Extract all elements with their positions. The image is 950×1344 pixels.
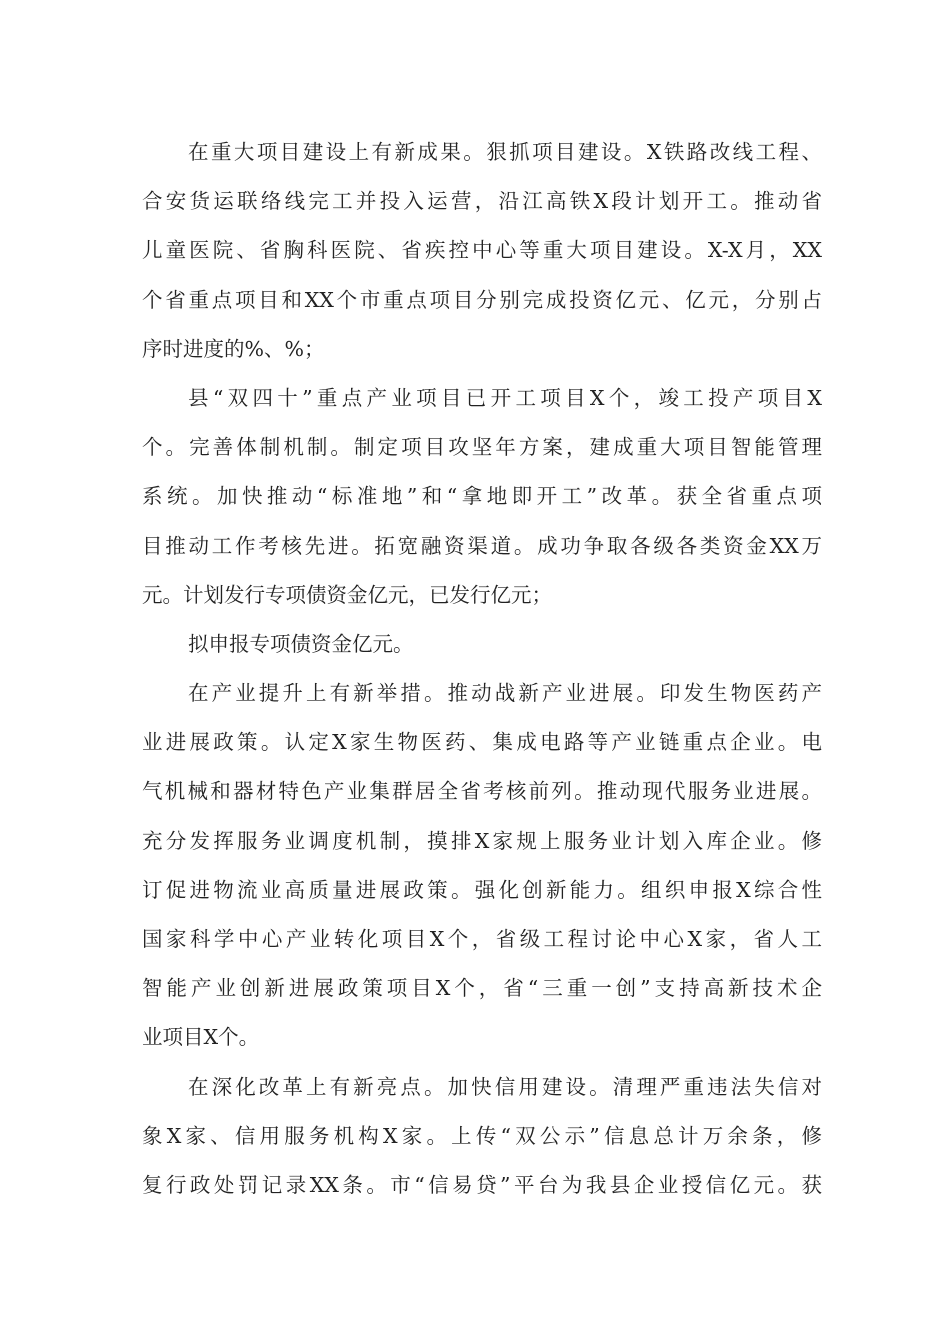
- text-line: 合安货运联络线完工并投入运营，沿江高铁X段计划开工。推动省: [142, 189, 822, 214]
- text-line: 拟申报专项债资金亿元。: [188, 631, 414, 656]
- text-line: 个。完善体制机制。制定项目攻坚年方案，建成重大项目智能管理: [142, 435, 822, 460]
- text-line: 系统。加快推动“标准地”和“拿地即开工”改革。获全省重点项: [142, 484, 822, 509]
- text-line: 订促进物流业高质量进展政策。强化创新能力。组织申报X综合性: [142, 877, 822, 902]
- text-line: 充分发挥服务业调度机制，摸排X家规上服务业计划入库企业。修: [142, 828, 822, 853]
- text-line: 在重大项目建设上有新成果。狠抓项目建设。X铁路改线工程、: [188, 140, 822, 164]
- document-body: [142, 128, 822, 1210]
- text-line: 在深化改革上有新亮点。加快信用建设。清理严重违法失信对: [188, 1074, 822, 1099]
- text-line: 智能产业创新进展政策项目X个，省“三重一创”支持高新技术企: [142, 976, 822, 1001]
- text-line: 序时进度的%、%；: [142, 336, 325, 361]
- text-line: 复行政处罚记录XX条。市“信易贷”平台为我县企业授信亿元。获: [142, 1172, 822, 1197]
- text-line: 国家科学中心产业转化项目X个，省级工程讨论中心X家，省人工: [142, 927, 822, 951]
- text-line: 业进展政策。认定X家生物医药、集成电路等产业链重点企业。电: [142, 730, 822, 755]
- text-line: 业项目X个。: [142, 1025, 260, 1050]
- text-line: 象X家、信用服务机构X家。上传“双公示”信息总计万余条，修: [142, 1123, 822, 1148]
- text-line: 气机械和器材特色产业集群居全省考核前列。推动现代服务业进展。: [142, 779, 822, 804]
- text-line: 县“双四十”重点产业项目已开工项目X个，竣工投产项目X: [188, 385, 822, 410]
- text-line: 元。计划发行专项债资金亿元，已发行亿元；: [142, 582, 552, 607]
- text-line: 在产业提升上有新举措。推动战新产业进展。印发生物医药产: [188, 681, 822, 706]
- text-line: 个省重点项目和XX个市重点项目分别完成投资亿元、亿元，分别占: [142, 287, 822, 312]
- text-line: 目推动工作考核先进。拓宽融资渠道。成功争取各级各类资金XX万: [142, 533, 822, 558]
- text-line: 儿童医院、省胸科医院、省疾控中心等重大项目建设。X-X月，XX: [142, 238, 822, 263]
